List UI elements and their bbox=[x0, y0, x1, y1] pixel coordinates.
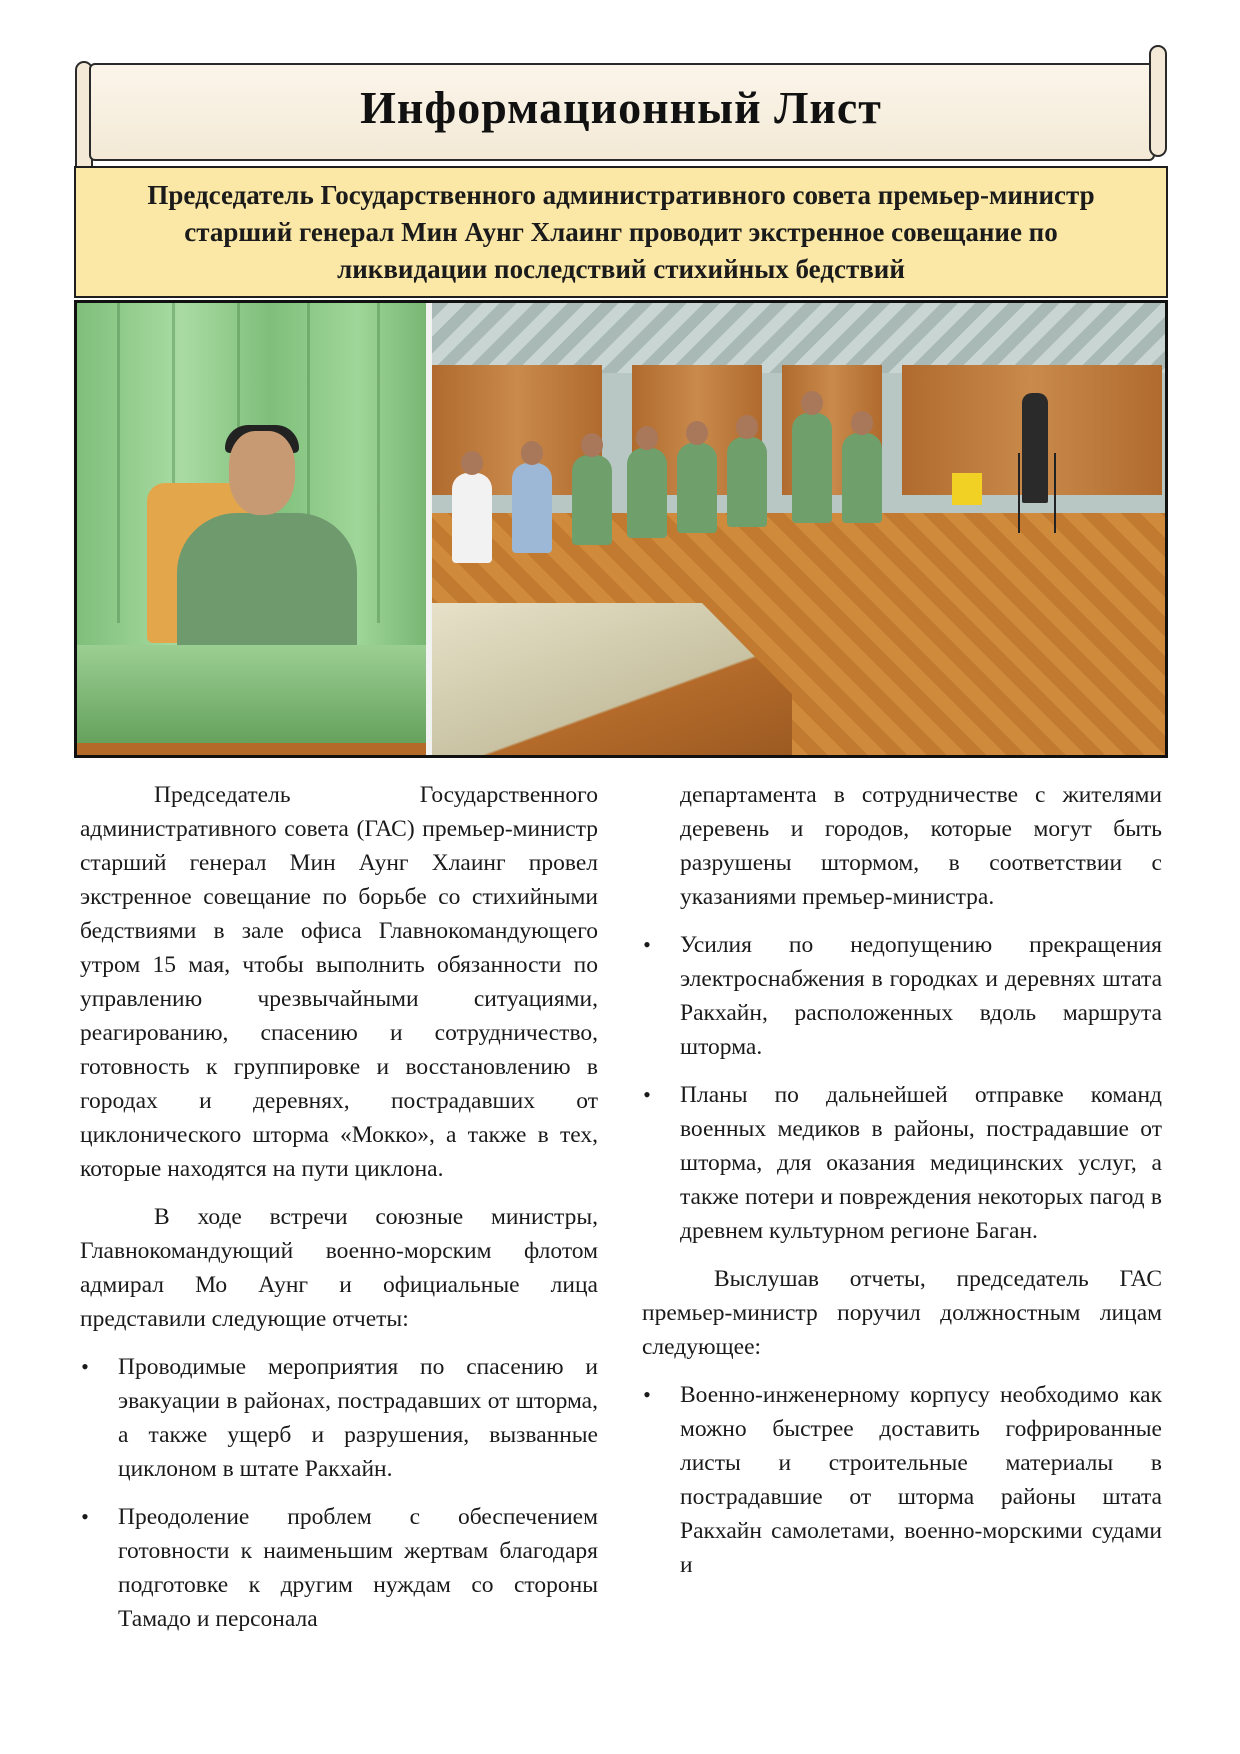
list-item: • Усилия по недопущению прекращения электроснабжения в городках и деревнях штата Ракхайн, расположенных вдоль маршрута шторма. bbox=[642, 928, 1162, 1064]
bullet-icon: • bbox=[643, 1382, 651, 1407]
reports-list-continued bbox=[642, 928, 1162, 1248]
article-column-left bbox=[80, 778, 598, 1650]
page-title: Информационный Лист bbox=[360, 82, 882, 133]
general-figure bbox=[177, 513, 357, 663]
bullet-icon: • bbox=[643, 932, 651, 957]
photo-meeting-hall bbox=[432, 303, 1165, 755]
cameraman bbox=[1022, 393, 1048, 503]
photo-portrait bbox=[77, 303, 427, 755]
desk bbox=[77, 645, 427, 755]
list-item: • Военно-инженерному корпусу необходимо как можно быстрее доставить гофрированные листы и строительные материалы в пострадавшие от шторма районы штата Ракхайн самолетами, военно-морскими судами и bbox=[642, 1378, 1162, 1582]
bullet-icon: • bbox=[81, 1504, 89, 1529]
reports-intro: В ходе встречи союзные министры, Главнокомандующий военно-морским флотом адмирал Мо Аунг и официальные лица представили следующие отчеты: bbox=[80, 1204, 598, 1332]
title-banner bbox=[75, 55, 1167, 165]
instructions-intro: Выслушав отчеты, председатель ГАС премьер-министр поручил должностным лицам следующее: bbox=[642, 1266, 1162, 1360]
list-item: • Преодоление проблем с обеспечением готовности к наименьшим жертвам благодаря подготовке к другим нуждам со стороны Тамадо и персонала bbox=[80, 1500, 598, 1636]
list-item-continued: департамента в сотрудничестве с жителями деревень и городов, которые могут быть разрушены штормом, в соответствии с указаниями премьер-министра. bbox=[680, 782, 1162, 910]
list-item: • Планы по дальнейшей отправке команд военных медиков в районы, пострадавшие от шторма, для оказания медицинских услуг, а также потери и повреждения некоторых пагод в древнем культурном регионе Баган. bbox=[642, 1078, 1162, 1248]
article-column-right bbox=[642, 778, 1162, 1596]
meeting-photo bbox=[74, 300, 1168, 758]
headline-box bbox=[74, 166, 1168, 298]
headline: Председатель Государственного административного совета премьер-министр старший генерал Мин Аунг Хлаинг проводит экстренное совещание по ликвидации последствий стихийных бедствий bbox=[147, 179, 1095, 284]
reports-list bbox=[80, 1350, 598, 1636]
instructions-list bbox=[642, 1378, 1162, 1582]
list-item: • Проводимые мероприятия по спасению и эвакуации в районах, пострадавших от шторма, а также ущерб и разрушения, вызванные циклоном в штате Ракхайн. bbox=[80, 1350, 598, 1486]
bullet-icon: • bbox=[643, 1082, 651, 1107]
intro-paragraph: Председатель Государственного административного совета (ГАС) премьер-министр старший генерал Мин Аунг Хлаинг провел экстренное совещание по борьбе со стихийными бедствиями в зале офиса Главнокомандующего утром 15 мая, чтобы выполнить обязанности по управлению чрезвычайными ситуациями, реагированию, спасению и сотрудничество, готовность к группировке и восстановлению в городах и деревнях, пострадавших от циклонического шторма «Мокко», а также в тех, которые находятся на пути циклона. bbox=[80, 782, 598, 1182]
bullet-icon: • bbox=[81, 1354, 89, 1379]
